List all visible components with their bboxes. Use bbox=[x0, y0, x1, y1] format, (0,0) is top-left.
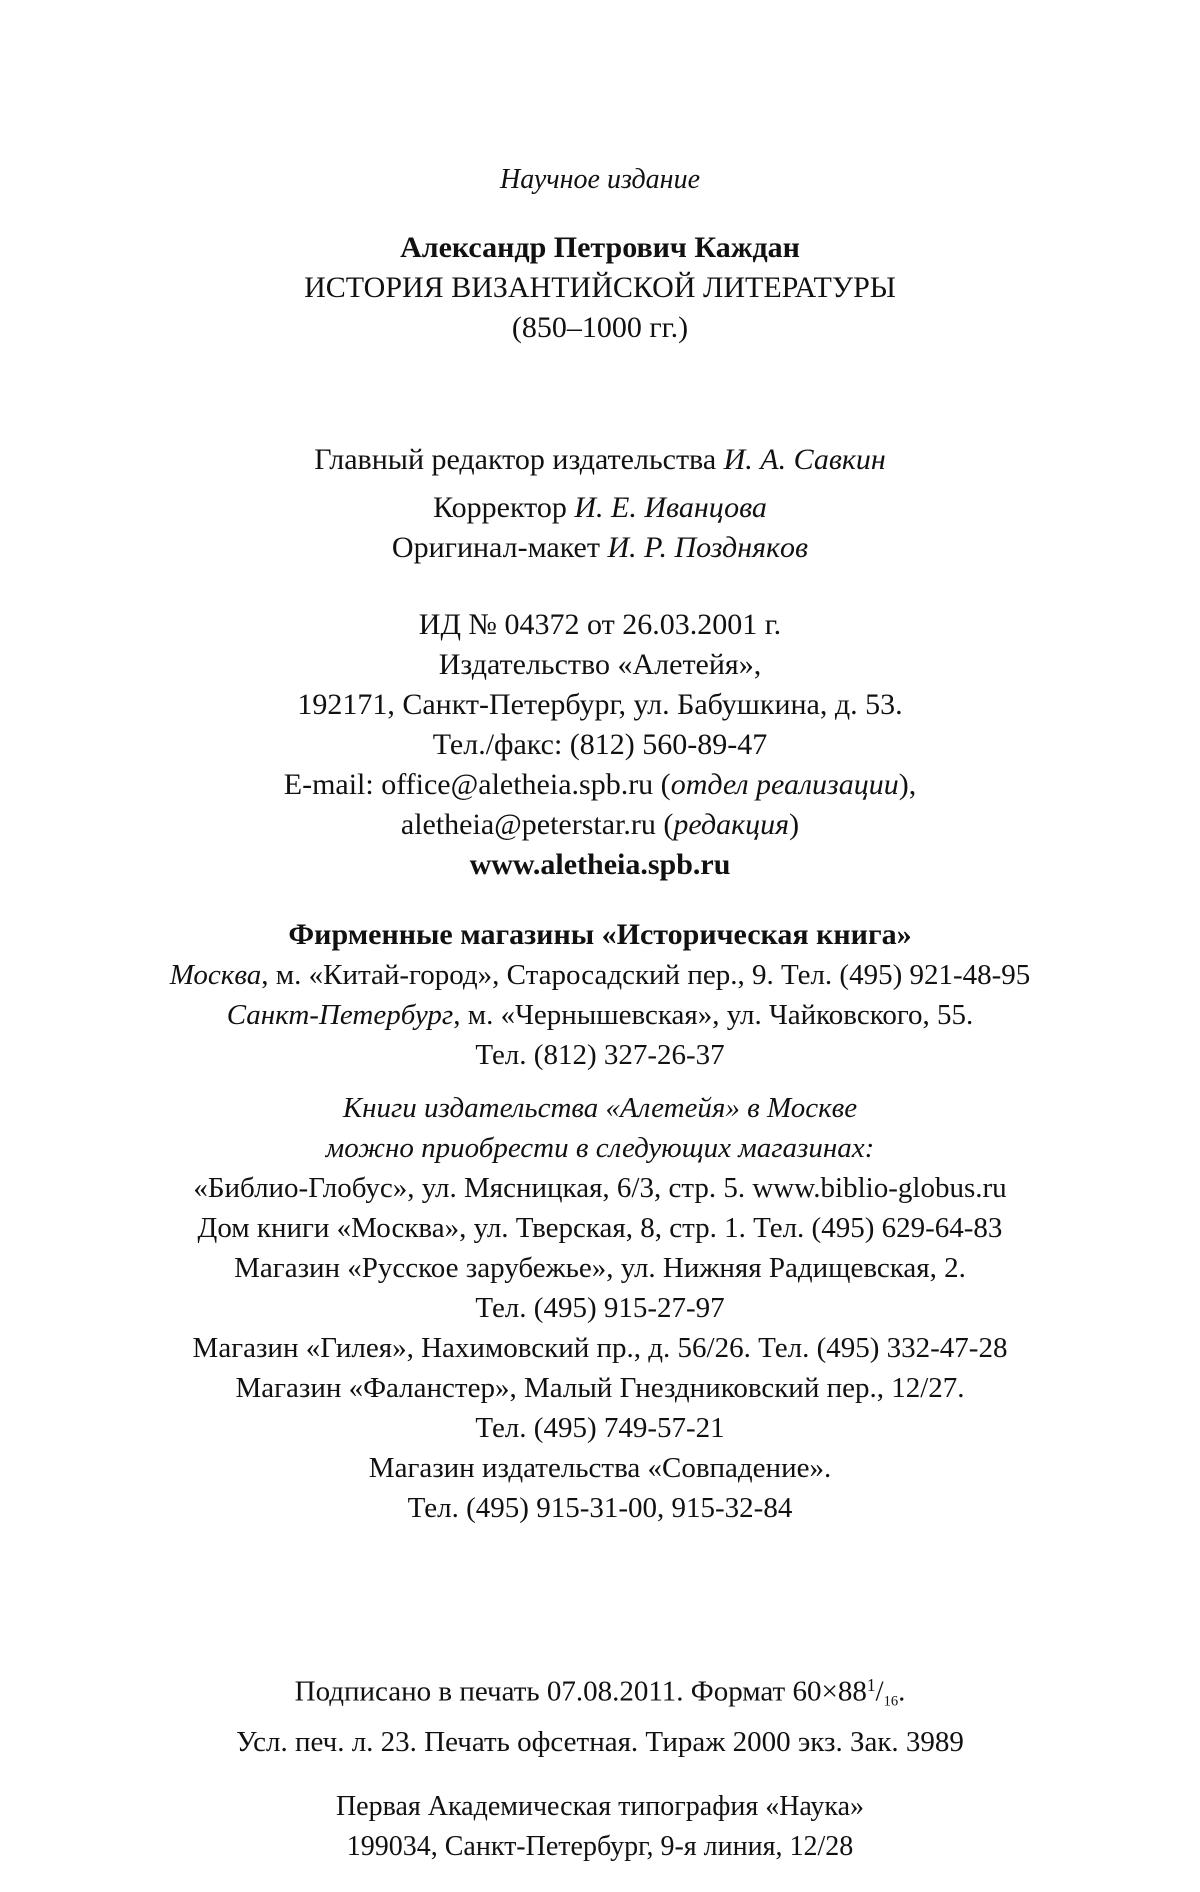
email-editorial-suffix: ) bbox=[789, 808, 800, 841]
store-moscow-city: Москва bbox=[169, 959, 262, 991]
publisher-website: www.aletheia.spb.ru bbox=[469, 848, 731, 881]
publisher-block bbox=[0, 605, 1200, 885]
title-main bbox=[0, 228, 1200, 348]
title-block bbox=[0, 160, 1200, 200]
shop-line: Магазин издательства «Совпадение». bbox=[368, 1452, 832, 1484]
shop-line: Магазин «Фаланстер», Малый Гнездниковский пер., 12/27. bbox=[235, 1372, 965, 1404]
shop-line: Магазин «Гилея», Нахимовский пр., д. 56/26. Тел. (495) 332-47-28 bbox=[192, 1332, 1008, 1364]
email-editorial-note: редакция bbox=[673, 808, 790, 841]
signed-for-print: Подписано в печать 07.08.2011. Формат 60×88 bbox=[294, 1675, 867, 1708]
format-end: . bbox=[898, 1675, 906, 1708]
email-editorial: aletheia@peterstar.ru ( bbox=[400, 808, 674, 841]
store-moscow-details: , м. «Китай-город», Старосадский пер., 9. Тел. (495) 921-48-95 bbox=[261, 959, 1031, 991]
layout-name: И. Р. Позднякoв bbox=[607, 531, 809, 564]
shop-line: «Библио-Глобус», ул. Мясницкая, 6/3, стр. 5. www.biblio-globus.ru bbox=[193, 1172, 1007, 1204]
editors-block bbox=[0, 440, 1200, 568]
email-sales: E-mail: office@aletheia.spb.ru ( bbox=[283, 768, 671, 801]
book-period: (850–1000 гг.) bbox=[511, 311, 689, 344]
email-sales-line bbox=[0, 765, 1200, 805]
store-spb-city: Санкт-Петербург bbox=[226, 999, 454, 1031]
moscow-shops-block bbox=[0, 1088, 1200, 1528]
proofreader-role: Корректор bbox=[433, 491, 567, 524]
chief-editor-role: Главный редактор издательства bbox=[314, 443, 717, 476]
stores-block bbox=[0, 915, 1200, 1075]
printer-address: 199034, Санкт-Петербург, 9-я линия, 12/28 bbox=[346, 1831, 854, 1862]
shop-line: Магазин «Русское зарубежье», ул. Нижняя Радищевская, 2. bbox=[234, 1252, 966, 1284]
store-spb-phone: Тел. (812) 327-26-37 bbox=[475, 1039, 725, 1071]
moscow-shops-intro-1: Книги издательства «Алетейя» в Москве bbox=[342, 1092, 858, 1124]
publisher-phone: Тел./факс: (812) 560-89-47 bbox=[432, 728, 768, 761]
layout-role: Оригинал-макет bbox=[391, 531, 600, 564]
chief-editor-line bbox=[0, 440, 1200, 480]
format-sup: 1 bbox=[866, 1675, 876, 1695]
proofreader-line bbox=[0, 488, 1200, 528]
email-editorial-line bbox=[0, 805, 1200, 845]
publisher-address: 192171, Санкт-Петербург, ул. Бабушкина, д. 53. bbox=[297, 688, 903, 721]
imprint-block bbox=[0, 1665, 1200, 1762]
shop-line: Дом книги «Москва», ул. Тверская, 8, стр. 1. Тел. (495) 629-64-83 bbox=[197, 1212, 1003, 1244]
publisher-name: Издательство «Алетейя», bbox=[438, 648, 762, 681]
author-name: Александр Петрович Каждан bbox=[400, 231, 800, 264]
series-label: Научное издание bbox=[500, 164, 700, 195]
layout-line bbox=[0, 528, 1200, 568]
format-slash: / bbox=[875, 1675, 884, 1708]
shop-line: Тел. (495) 915-31-00, 915-32-84 bbox=[407, 1492, 793, 1524]
email-sales-suffix: ), bbox=[898, 768, 917, 801]
shop-line: Тел. (495) 749-57-21 bbox=[475, 1412, 725, 1444]
chief-editor-name: И. А. Савкин bbox=[723, 443, 886, 476]
moscow-shops-intro-2: можно приобрести в следующих магазинах: bbox=[325, 1132, 875, 1164]
license-line: ИД № 04372 от 26.03.2001 г. bbox=[418, 608, 782, 641]
print-details: Усл. печ. л. 23. Печать офсетная. Тираж 2000 экз. Зак. 3989 bbox=[236, 1725, 964, 1758]
book-title: ИСТОРИЯ ВИЗАНТИЙСКОЙ ЛИТЕРАТУРЫ bbox=[304, 271, 896, 304]
email-sales-note: отдел реализации bbox=[670, 768, 899, 801]
signed-for-print-line bbox=[0, 1665, 1200, 1722]
shop-line: Тел. (495) 915-27-97 bbox=[475, 1292, 725, 1324]
printer-block bbox=[0, 1787, 1200, 1867]
store-moscow-line bbox=[0, 955, 1200, 995]
store-spb-line bbox=[0, 995, 1200, 1035]
stores-heading: Фирменные магазины «Историческая книга» bbox=[288, 918, 912, 951]
store-spb-details: , м. «Чернышевская», ул. Чайковского, 55. bbox=[453, 999, 974, 1031]
printer-name: Первая Академическая типография «Наука» bbox=[335, 1791, 865, 1822]
format-sub: 16 bbox=[883, 1693, 899, 1710]
proofreader-name: И. Е. Иванцова bbox=[574, 491, 767, 524]
